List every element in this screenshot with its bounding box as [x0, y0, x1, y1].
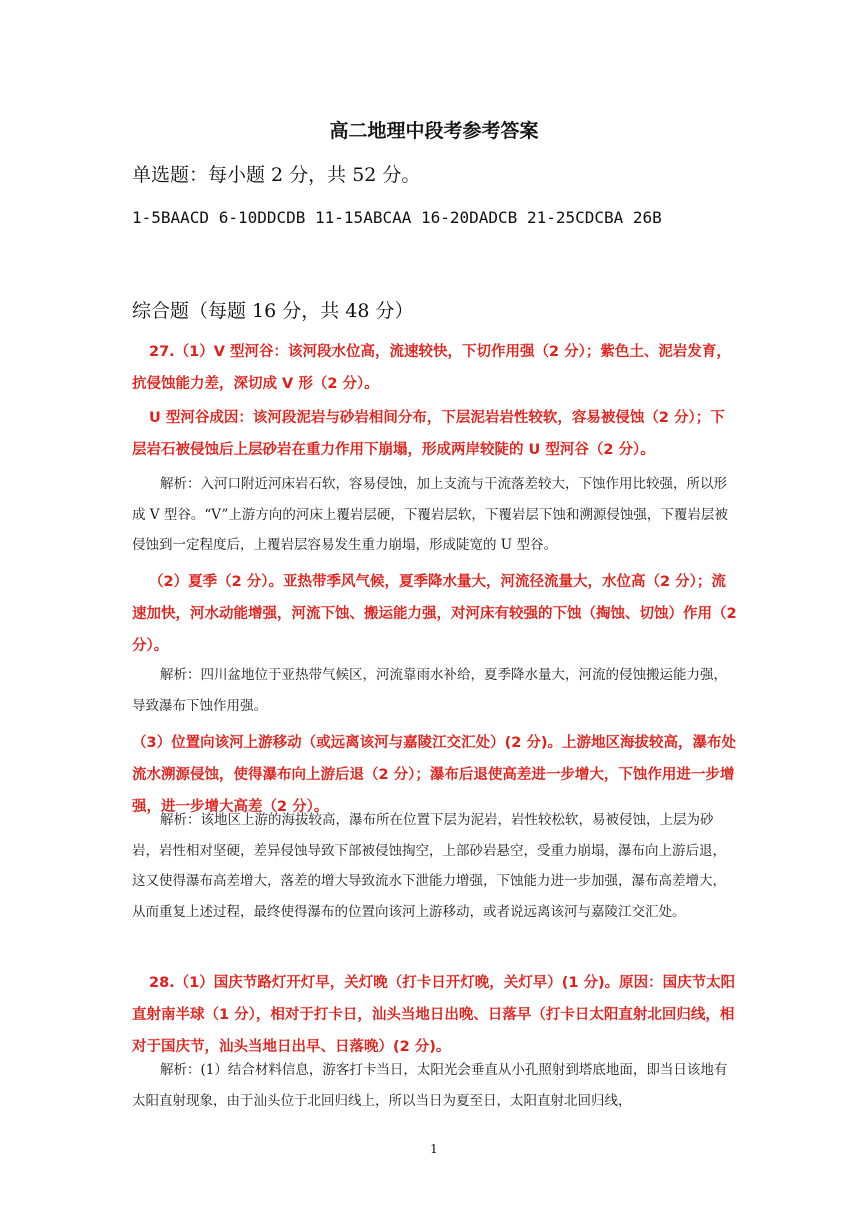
q28-part1-answer [132, 967, 737, 1063]
q28-part1-text: 28.（1）国庆节路灯开灯早，关灯晚（打卡日开灯晚，关灯早）(1 分)。原因：国庆节太阳直射南半球（1 分），相对于打卡日，汕头当地日出晚、日落早（打卡日太阳直射北回归线，相对于国庆节，汕头当地日出早、日落晚）(2 分)。 [132, 975, 736, 1055]
q27-explanation2-text: 解析：四川盆地位于亚热带气候区，河流靠雨水补给，夏季降水量大，河流的侵蚀搬运能力强，导致瀑布下蚀作用强。 [132, 667, 727, 714]
q27-part3-text: （3）位置向该河上游移动（或远离该河与嘉陵江交汇处）(2 分)。上游地区海拔较高，瀑布处流水溯源侵蚀，使得瀑布向上游后退（2 分）；瀑布后退使高差进一步增大，下蚀作用进一步增强，进一步增大高差（2 分）。 [132, 735, 736, 815]
q27-part2-answer [132, 566, 737, 662]
q28-part1-explanation [132, 1055, 737, 1116]
q27-part2-explanation [132, 660, 737, 721]
page-number: 1 [430, 1142, 438, 1156]
q27-u-valley-answer [132, 402, 737, 466]
q27-part1-answer [132, 336, 737, 400]
single-choice-header: 单选题：每小题 2 分，共 52 分。 [132, 164, 421, 186]
q27-part1-text: 27.（1）V 型河谷：该河段水位高，流速较快，下切作用强（2 分）；紫色土、泥岩发育，抗侵蚀能力差，深切成 V 形（2 分）。 [132, 344, 731, 392]
q27-explanation3-text: 解析：该地区上游的海拔较高，瀑布所在位置下层为泥岩，岩性较松软，易被侵蚀，上层为砂岩，岩性相对坚硬，差异侵蚀导致下部被侵蚀掏空，上部砂岩悬空，受重力崩塌，瀑布向上游后退，这又使得瀑布高差增大，落差的增大导致流水下泄能力增强，下蚀能力进一步加强，瀑布高差增大，从而重复上述过程，最终使得瀑布的位置向该河上游移动，或者说远离该河与嘉陵江交汇处。 [132, 812, 726, 920]
q27-part3-explanation [132, 805, 737, 927]
comprehensive-header: 综合题（每题 16 分，共 48 分） [132, 300, 414, 322]
q27-part2-text: （2）夏季（2 分）。亚热带季风气候，夏季降水量大，河流径流量大，水位高（2 分）；流速加快，河水动能增强，河流下蚀、搬运能力强，对河床有较强的下蚀（掏蚀、切蚀）作用（2 分）。 [132, 574, 737, 654]
q28-explanation1-text: 解析：(1）结合材料信息，游客打卡当日，太阳光会垂直从小孔照射到塔底地面，即当日该地有太阳直射现象，由于汕头位于北回归线上，所以当日为夏至日，太阳直射北回归线， [132, 1062, 728, 1109]
q27-part1-explanation [132, 469, 737, 561]
single-choice-answers: 1-5BAACD 6-10DDCDB 11-15ABCAA 16-20DADCB 21-25CDCBA 26B [132, 208, 662, 227]
q27-u-valley-text: U 型河谷成因：该河段泥岩与砂岩相间分布，下层泥岩岩性较软，容易被侵蚀（2 分）；下层岩石被侵蚀后上层砂岩在重力作用下崩塌，形成两岸较陡的 U 型河谷（2 分）。 [132, 410, 725, 458]
page-title: 高二地理中段考参考答案 [329, 120, 539, 142]
q27-explanation1-text: 解析：入河口附近河床岩石软，容易侵蚀，加上支流与干流落差较大，下蚀作用比较强，所以形成 V 型谷。“V”上游方向的河床上覆岩层硬，下覆岩层软，下覆岩层下蚀和溯源侵蚀强，下覆岩层被侵蚀到一定程度后，上覆岩层容易发生重力崩塌，形成陡宽的 U 型谷。 [132, 476, 728, 553]
